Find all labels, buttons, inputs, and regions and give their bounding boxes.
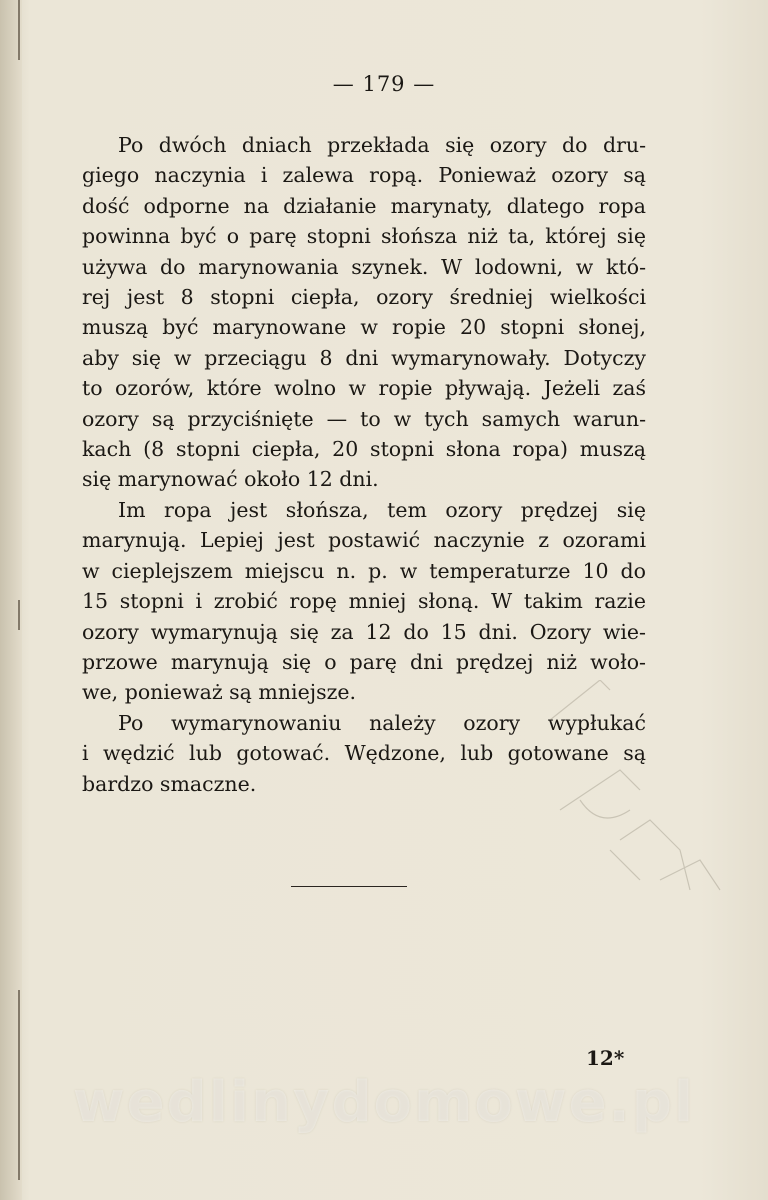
faded-stamp-mark [540,680,740,940]
text-line: w cieplejszem miejscu n. p. w temperaturze 10 do [82,558,646,583]
text-line: bardzo smaczne. [82,771,257,796]
text-line: ozory wymarynują się za 12 do 15 dni. Ozory wie- [82,619,646,644]
text-line: we, ponieważ są mniejsze. [82,680,357,705]
text-line: aby się w przeciągu 8 dni wymarynowały. Dotyczy [82,345,646,370]
section-divider [291,886,407,887]
text-line: marynują. Lepiej jest postawić naczynie z ozorami [82,528,646,553]
text-line: przowe marynują się o parę dni prędzej niż woło- [82,649,646,674]
text-line: 15 stopni i zrobić ropę mniej słoną. W takim razie [82,589,646,614]
text-line: to ozorów, które wolno w ropie pływają. Jeżeli zaś [82,376,646,401]
text-line: i wędzić lub gotować. Wędzone, lub gotowane są [82,741,646,766]
text-line: rej jest 8 stopni ciepła, ozory średniej wielkości [82,285,646,310]
text-line: powinna być o parę stopni słońsza niż ta, której się [82,224,646,249]
text-line: Po dwóch dniach przekłada się ozory do dru- [118,133,646,157]
text-line: się marynować około 12 dni. [82,467,379,492]
text-line: giego naczynia i zalewa ropą. Ponieważ ozory są [82,163,646,188]
text-line: Im ropa jest słońsza, tem ozory prędzej się [118,497,646,522]
text-line: kach (8 stopni ciepła, 20 stopni słona ropa) muszą [82,437,646,462]
site-watermark: wedlinydomowe.pl [72,1070,696,1135]
text-line: używa do marynowania szynek. W lodowni, w któ- [82,254,646,279]
page-number: — 179 — [332,72,436,96]
text-line: dość odporne na działanie marynaty, dlatego ropa [82,193,646,218]
text-line: Po wymarynowaniu należy ozory wypłukać [118,710,646,735]
text-line: ozory są przyciśnięte — to w tych samych warun- [82,406,646,431]
spine-mark [18,0,20,60]
spine-mark [18,600,20,630]
text-line: muszą być marynowane w ropie 20 stopni słonej, [82,315,646,340]
printer-signature-mark: 12* [586,1046,625,1070]
